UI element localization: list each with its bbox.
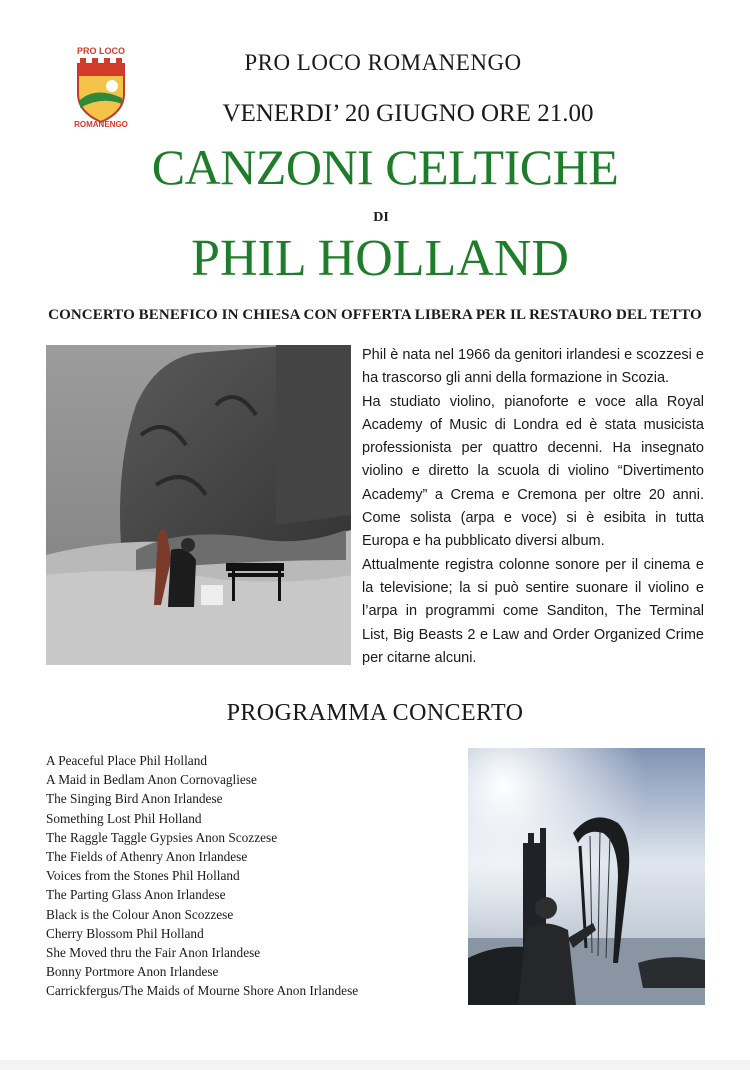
bio-paragraph: Attualmente registra colonne sonore per il cinema e la televisione; la si può sentire suonare il violino e l’arpa in programmi come Sanditon, The Terminal List, Big Beasts 2 e Law and Order Organized Crime per citarne alcuni.: [362, 556, 704, 666]
harpist-silhouette-photo: [468, 748, 705, 1005]
bottom-margin-band: [0, 1060, 750, 1070]
title-connector: DI: [373, 210, 389, 225]
program-item: She Moved thru the Fair Anon Irlandese: [46, 945, 261, 961]
program-item: Something Lost Phil Holland: [46, 810, 202, 826]
program-item: A Maid in Bedlam Anon Cornovagliese: [46, 772, 257, 788]
bio-paragraph: Phil è nata nel 1966 da genitori irlandesi e scozzesi e ha trascorso gli anni della formazione in Scozia.: [362, 347, 704, 387]
artist-name: PHIL HOLLAND: [191, 230, 569, 287]
harpist-cliff-photo: [46, 345, 351, 665]
svg-text:PRO LOCO: PRO LOCO: [76, 46, 126, 56]
program-title: PROGRAMMA CONCERTO: [226, 700, 524, 726]
program-item: The Fields of Athenry Anon Irlandese: [46, 849, 248, 865]
program-item: The Singing Bird Anon Irlandese: [46, 791, 223, 807]
program-item: Bonny Portmore Anon Irlandese: [46, 964, 219, 980]
program-item: Black is the Colour Anon Scozzese: [46, 906, 234, 922]
program-item: Carrickfergus/The Maids of Mourne Shore Anon Irlandese: [46, 983, 359, 999]
organization-name: PRO LOCO ROMANENGO: [244, 50, 522, 75]
event-date: VENERDI’ 20 GIUGNO ORE 21.00: [222, 100, 594, 127]
program-list: [46, 751, 358, 1001]
program-item: The Parting Glass Anon Irlandese: [46, 887, 226, 903]
event-subtitle: CONCERTO BENEFICO IN CHIESA CON OFFERTA LIBERA PER IL RESTAURO DEL TETTO: [48, 307, 702, 323]
program-item: Cherry Blossom Phil Holland: [46, 925, 204, 941]
program-item: Voices from the Stones Phil Holland: [46, 868, 240, 884]
program-item: A Peaceful Place Phil Holland: [46, 753, 208, 768]
program-item: The Raggle Taggle Gypsies Anon Scozzese: [46, 829, 278, 845]
event-title: CANZONI CELTICHE: [151, 139, 619, 195]
bio-paragraph: Ha studiato violino, pianoforte e voce alla Royal Academy of Music di Londra ed è stata musicista professionista per quattro decenni. Ha insegnato violino e diretto la scuola di violino “Divertimento Academy” a Crema e Cremona per oltre 20 anni. Come solista (arpa e voce) si è esibita in tutta Europa e ha pubblicato diversi album.: [362, 393, 704, 550]
artist-biography: [362, 344, 704, 670]
svg-text:ROMANENGO: ROMANENGO: [74, 120, 128, 128]
